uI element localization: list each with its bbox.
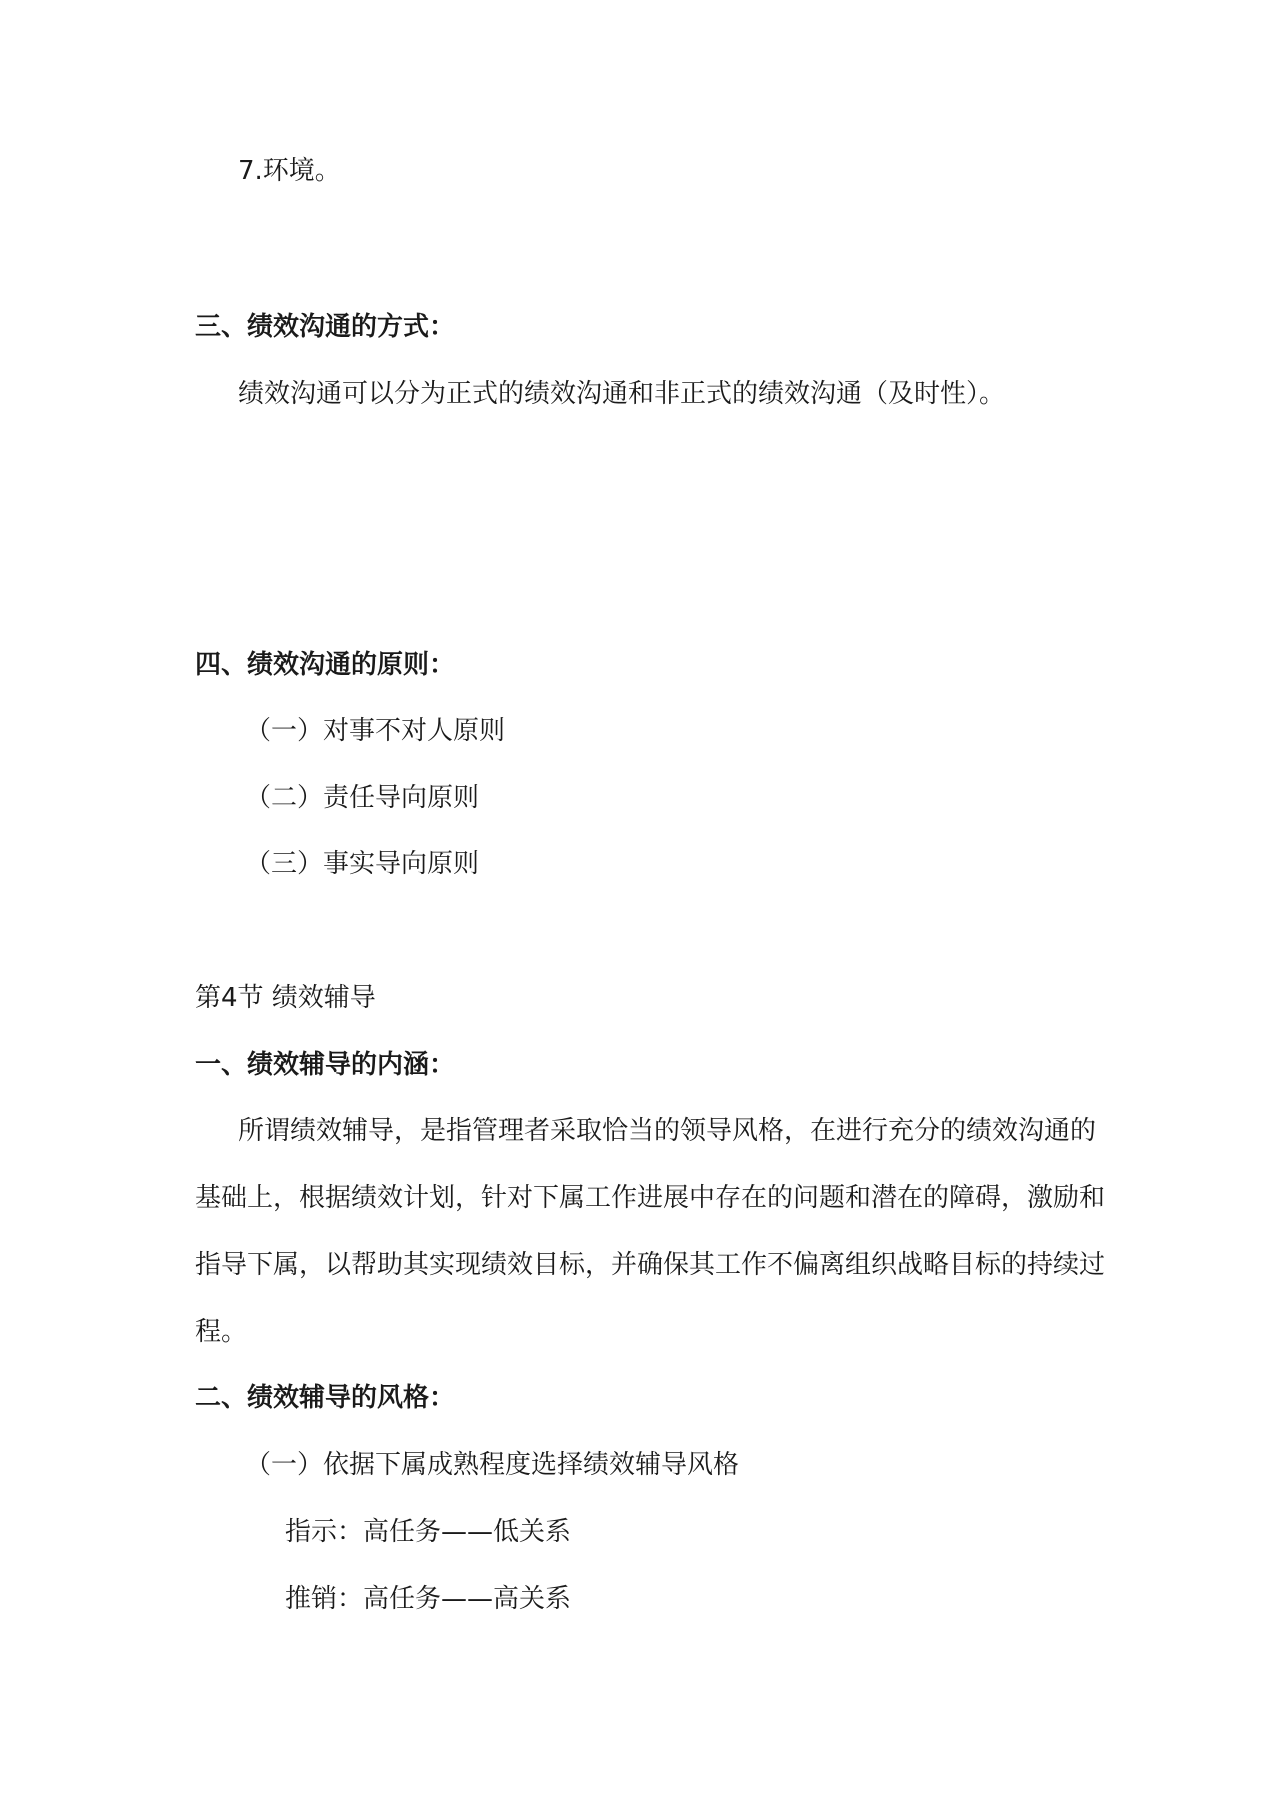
paragraph-line: 程。 [195,1317,248,1347]
section-body-communication-methods: 绩效沟通可以分为正式的绩效沟通和非正式的绩效沟通（及时性）。 [238,379,1006,409]
list-item-environment: 7.环境。 [238,156,341,186]
section-heading-communication-methods: 三、绩效沟通的方式： [195,312,456,342]
paragraph-line: 基础上，根据绩效计划，针对下属工作进展中存在的问题和潜在的障碍，激励和 [195,1183,1106,1213]
principle-item: （三）事实导向原则 [245,849,480,879]
principle-item: （一）对事不对人原则 [245,716,506,746]
section-heading-communication-principles: 四、绩效沟通的原则： [195,650,456,680]
chapter-title: 第4节 绩效辅导 [195,983,376,1013]
section-heading-coaching-meaning: 一、绩效辅导的内涵： [195,1050,456,1080]
paragraph-line: 所谓绩效辅导，是指管理者采取恰当的领导风格，在进行充分的绩效沟通的 [238,1116,1097,1146]
paragraph-line: 指导下属，以帮助其实现绩效目标，并确保其工作不偏离组织战略目标的持续过 [195,1250,1106,1280]
style-item-directing: 指示：高任务——低关系 [285,1517,572,1547]
sub-heading-maturity-based-style: （一）依据下属成熟程度选择绩效辅导风格 [245,1450,740,1480]
style-item-selling: 推销：高任务——高关系 [285,1584,572,1614]
principle-item: （二）责任导向原则 [245,783,480,813]
section-heading-coaching-styles: 二、绩效辅导的风格： [195,1383,456,1413]
